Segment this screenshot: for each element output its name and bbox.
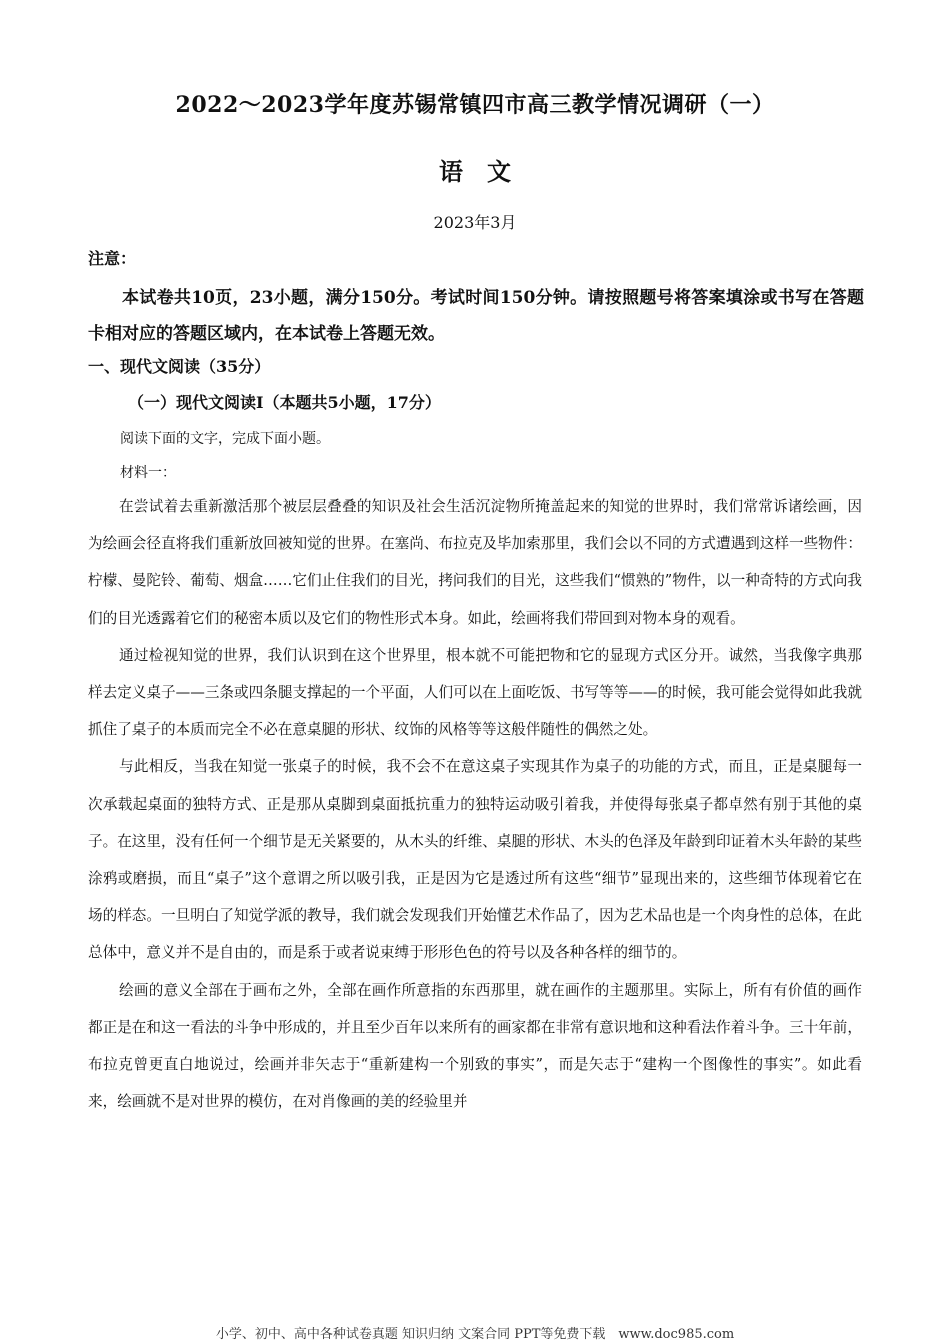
reading-passage (88, 488, 862, 1120)
section-heading: 一、现代文阅读（35分） (88, 357, 271, 376)
subject-heading: 语 文 (439, 157, 511, 186)
passage-paragraph: 与此相反，当我在知觉一张桌子的时候，我不会不在意这桌子实现其作为桌子的功能的方式，而且，正是桌腿每一次承载起桌面的独特方式、正是那从桌脚到桌面抵抗重力的独特运动吸引着我，并使得每张桌子都卓然有别于其他的桌子。在这里，没有任何一个细节是无关紧要的，从木头的纤维、桌腿的形状、木头的色泽及年龄到印证着木头年龄的某些涂鸦或磨损，而且“桌子”这个意谓之所以吸引我，正是因为它是透过所有这些“细节”显现出来的，这些细节体现着它在场的样态。一旦明白了知觉学派的教导，我们就会发现我们开始懂艺术作品了，因为艺术品也是一个肉身性的总体，在此总体中，意义并不是自由的，而是系于或者说束缚于形形色色的符号以及各种各样的细节的。 (88, 758, 862, 962)
passage-paragraph: 绘画的意义全部在于画布之外，全部在画作所意指的东西那里，就在画作的主题那里。实际上，所有有价值的画作都正是在和这一看法的斗争中形成的，并且至少百年以来所有的画家都在非常有意识地和这种看法作着斗争。三十年前，布拉克曾更直白地说过，绘画并非矢志于“重新建构一个别致的事实”，而是矢志于“建构一个图像性的事实”。如此看来，绘画就不是对世界的模仿，在对肖像画的美的经验里并 (88, 981, 862, 1111)
page-footer: 小学、初中、高中各种试卷真题 知识归纳 文案合同 PPT等免费下载 www.doc985.com (215, 1327, 735, 1342)
reading-instruction: 阅读下面的文字，完成下面小题。 (120, 431, 330, 447)
subsection-heading: （一）现代文阅读Ⅰ（本题共5小题，17分） (128, 393, 441, 412)
notice-text: 本试卷共10页，23小题，满分150分。考试时间150分钟。请按照题号将答案填涂或书写在答题卡相对应的答题区域内，在本试卷上答题无效。 (88, 288, 864, 344)
exam-date: 2023年3月 (433, 213, 517, 232)
passage-paragraph: 在尝试着去重新激活那个被层层叠叠的知识及社会生活沉淀物所掩盖起来的知觉的世界时，我们常常诉诸绘画，因为绘画会径直将我们重新放回被知觉的世界。在塞尚、布拉克及毕加索那里，我们会以不同的方式遭遇到这样一些物件：柠檬、曼陀铃、葡萄、烟盒……它们止住我们的目光，拷问我们的目光，这些我们“惯熟的”物件，以一种奇特的方式向我们的目光透露着它们的秘密本质以及它们的物性形式本身。如此，绘画将我们带回到对物本身的观看。 (88, 498, 862, 627)
notice-label: 注意： (88, 249, 137, 268)
material-label: 材料一： (120, 465, 176, 481)
passage-paragraph: 通过检视知觉的世界，我们认识到在这个世界里，根本就不可能把物和它的显现方式区分开。诚然，当我像字典那样去定义桌子——三条或四条腿支撑起的一个平面，人们可以在上面吃饭、书写等等——的时候，我可能会觉得如此我就抓住了桌子的本质而完全不必在意桌腿的形状、纹饰的风格等等这般伴随性的偶然之处。 (88, 646, 862, 739)
exam-title: 2022～2023学年度苏锡常镇四市高三教学情况调研（一） (175, 92, 775, 118)
